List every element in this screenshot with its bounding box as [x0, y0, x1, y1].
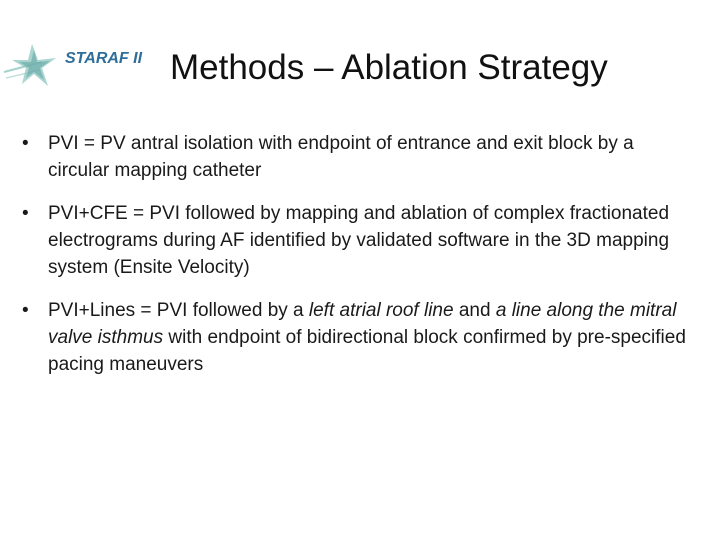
- slide-title: Methods – Ablation Strategy: [170, 48, 608, 87]
- bullet-text: [48, 133, 634, 181]
- bullet-text-segment: with endpoint of bidirectional block confirmed by pre-specified pacing maneuvers: [48, 327, 686, 375]
- bullet-text-italic: a line along the mitral valve isthmus: [48, 300, 677, 348]
- bullet-text: [48, 203, 669, 278]
- bullet-dot: •: [22, 203, 29, 224]
- bullet-text-segment: PVI+Lines = PVI followed by a: [48, 300, 309, 321]
- bullet-text-segment: PVI+CFE = PVI followed by mapping and ablation of complex fractionated electrograms during AF identified by validated software in the 3D mapping system (Ensite Velocity): [48, 203, 670, 278]
- star-swoosh-icon: [2, 40, 162, 100]
- bullet-item-pvi: [22, 130, 697, 184]
- bullet-text-italic: left atrial roof line: [308, 300, 454, 321]
- bullet-text-segment: and: [453, 300, 496, 321]
- staraf-logo: [2, 40, 162, 100]
- bullet-text: [48, 300, 686, 375]
- logo-text: STARAF II: [65, 50, 143, 67]
- bullet-dot: •: [22, 300, 29, 321]
- bullet-dot: •: [22, 133, 29, 154]
- bullet-item-pvi-cfe: [22, 200, 697, 281]
- bullet-item-pvi-lines: [22, 297, 697, 378]
- bullet-text-segment: PVI = PV antral isolation with endpoint of entrance and exit block by a circular mapping catheter: [48, 133, 634, 181]
- bullet-list: [22, 130, 697, 394]
